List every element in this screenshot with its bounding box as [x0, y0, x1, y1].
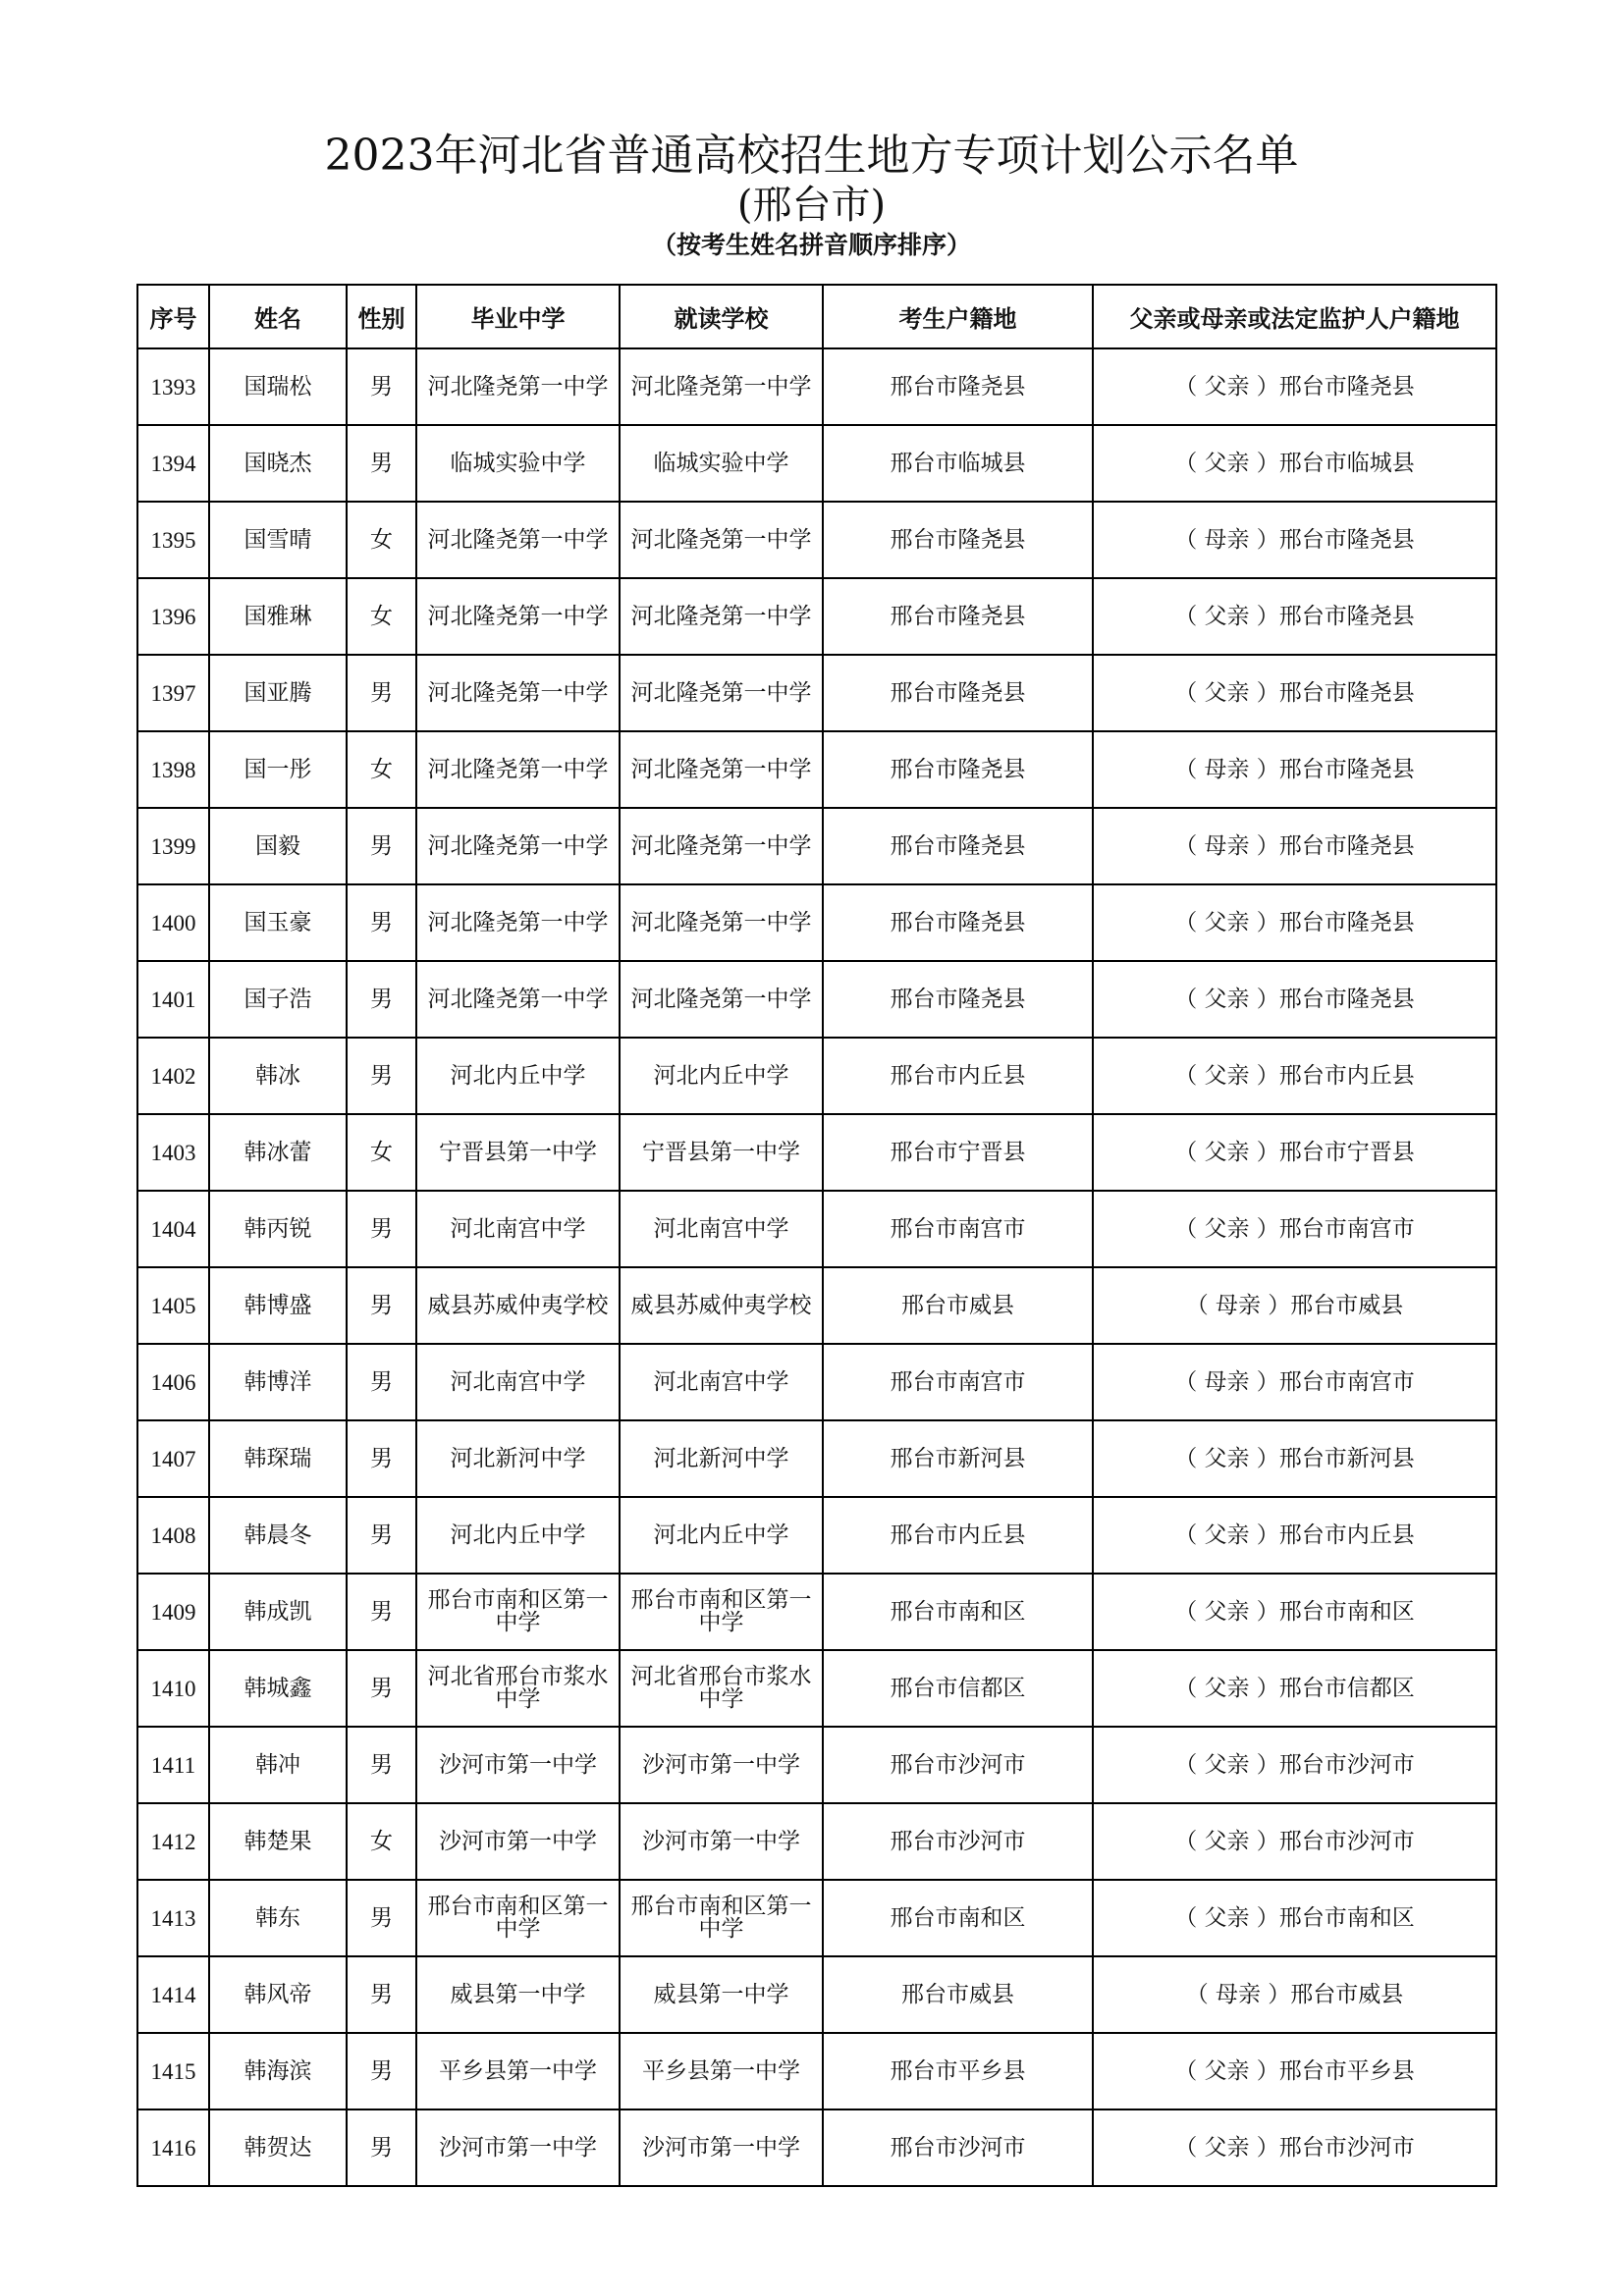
hukou-cell: 邢台市隆尧县	[823, 808, 1093, 884]
table-row	[137, 348, 1496, 425]
roster-table	[136, 284, 1497, 2187]
grad-school-cell: 河北隆尧第一中学	[416, 655, 620, 731]
seq-cell: 1408	[137, 1497, 209, 1574]
hukou-cell: 邢台市内丘县	[823, 1497, 1093, 1574]
table-row	[137, 1420, 1496, 1497]
grad-school-cell: 河北隆尧第一中学	[416, 731, 620, 808]
name-cell: 韩琛瑞	[209, 1420, 347, 1497]
current-school-cell: 河北南宫中学	[620, 1344, 823, 1420]
header-guardian-hukou: 父亲或母亲或法定监护人户籍地	[1093, 285, 1496, 348]
gender-cell: 男	[347, 1574, 416, 1650]
current-school-cell: 河北隆尧第一中学	[620, 731, 823, 808]
guardian-hukou-cell: （ 母亲 ）邢台市威县	[1093, 1956, 1496, 2033]
table-row	[137, 1574, 1496, 1650]
seq-cell: 1405	[137, 1267, 209, 1344]
hukou-cell: 邢台市沙河市	[823, 2109, 1093, 2186]
gender-cell: 男	[347, 425, 416, 502]
gender-cell: 男	[347, 1650, 416, 1727]
gender-cell: 男	[347, 961, 416, 1038]
table-row	[137, 1650, 1496, 1727]
table-row	[137, 1038, 1496, 1114]
name-cell: 国瑞松	[209, 348, 347, 425]
seq-cell: 1394	[137, 425, 209, 502]
seq-cell: 1412	[137, 1803, 209, 1880]
current-school-cell: 河北隆尧第一中学	[620, 808, 823, 884]
table-row	[137, 2033, 1496, 2109]
current-school-cell: 河北南宫中学	[620, 1191, 823, 1267]
seq-cell: 1407	[137, 1420, 209, 1497]
gender-cell: 男	[347, 1267, 416, 1344]
hukou-cell: 邢台市隆尧县	[823, 884, 1093, 961]
seq-cell: 1401	[137, 961, 209, 1038]
seq-cell: 1413	[137, 1880, 209, 1956]
seq-cell: 1396	[137, 578, 209, 655]
guardian-hukou-cell: （ 父亲 ）邢台市沙河市	[1093, 1727, 1496, 1803]
grad-school-cell: 威县第一中学	[416, 1956, 620, 2033]
table-row	[137, 731, 1496, 808]
current-school-cell: 临城实验中学	[620, 425, 823, 502]
name-cell: 韩贺达	[209, 2109, 347, 2186]
hukou-cell: 邢台市临城县	[823, 425, 1093, 502]
guardian-hukou-cell: （ 父亲 ）邢台市沙河市	[1093, 2109, 1496, 2186]
grad-school-cell: 河北隆尧第一中学	[416, 884, 620, 961]
current-school-cell: 河北隆尧第一中学	[620, 655, 823, 731]
grad-school-cell: 河北省邢台市浆水中学	[416, 1650, 620, 1727]
gender-cell: 男	[347, 1727, 416, 1803]
seq-cell: 1399	[137, 808, 209, 884]
table-row	[137, 1803, 1496, 1880]
guardian-hukou-cell: （ 父亲 ）邢台市南宫市	[1093, 1191, 1496, 1267]
gender-cell: 男	[347, 1038, 416, 1114]
name-cell: 国亚腾	[209, 655, 347, 731]
table-row	[137, 1267, 1496, 1344]
header-current-school: 就读学校	[620, 285, 823, 348]
header-name: 姓名	[209, 285, 347, 348]
current-school-cell: 威县苏威仲夷学校	[620, 1267, 823, 1344]
gender-cell: 男	[347, 808, 416, 884]
hukou-cell: 邢台市南和区	[823, 1880, 1093, 1956]
guardian-hukou-cell: （ 父亲 ）邢台市平乡县	[1093, 2033, 1496, 2109]
name-cell: 国晓杰	[209, 425, 347, 502]
document-subtitle: (邢台市)	[736, 183, 887, 228]
hukou-cell: 邢台市隆尧县	[823, 731, 1093, 808]
hukou-cell: 邢台市南宫市	[823, 1191, 1093, 1267]
guardian-hukou-cell: （ 父亲 ）邢台市隆尧县	[1093, 348, 1496, 425]
current-school-cell: 河北新河中学	[620, 1420, 823, 1497]
gender-cell: 男	[347, 1956, 416, 2033]
grad-school-cell: 河北内丘中学	[416, 1497, 620, 1574]
name-cell: 国雅琳	[209, 578, 347, 655]
current-school-cell: 沙河市第一中学	[620, 1727, 823, 1803]
guardian-hukou-cell: （ 母亲 ）邢台市威县	[1093, 1267, 1496, 1344]
name-cell: 韩冲	[209, 1727, 347, 1803]
sort-note: （按考生姓名拼音顺序排序）	[651, 231, 971, 259]
seq-cell: 1406	[137, 1344, 209, 1420]
name-cell: 韩冰蕾	[209, 1114, 347, 1191]
grad-school-cell: 河北南宫中学	[416, 1191, 620, 1267]
hukou-cell: 邢台市信都区	[823, 1650, 1093, 1727]
seq-cell: 1395	[137, 502, 209, 578]
grad-school-cell: 沙河市第一中学	[416, 1727, 620, 1803]
guardian-hukou-cell: （ 母亲 ）邢台市南宫市	[1093, 1344, 1496, 1420]
guardian-hukou-cell: （ 父亲 ）邢台市南和区	[1093, 1880, 1496, 1956]
seq-cell: 1410	[137, 1650, 209, 1727]
hukou-cell: 邢台市内丘县	[823, 1038, 1093, 1114]
name-cell: 韩冰	[209, 1038, 347, 1114]
hukou-cell: 邢台市南宫市	[823, 1344, 1093, 1420]
grad-school-cell: 河北南宫中学	[416, 1344, 620, 1420]
current-school-cell: 平乡县第一中学	[620, 2033, 823, 2109]
grad-school-cell: 沙河市第一中学	[416, 1803, 620, 1880]
table-row	[137, 425, 1496, 502]
name-cell: 国雪晴	[209, 502, 347, 578]
hukou-cell: 邢台市隆尧县	[823, 655, 1093, 731]
hukou-cell: 邢台市隆尧县	[823, 578, 1093, 655]
grad-school-cell: 河北隆尧第一中学	[416, 578, 620, 655]
hukou-cell: 邢台市隆尧县	[823, 961, 1093, 1038]
table-row	[137, 1344, 1496, 1420]
hukou-cell: 邢台市沙河市	[823, 1803, 1093, 1880]
current-school-cell: 河北内丘中学	[620, 1497, 823, 1574]
name-cell: 国毅	[209, 808, 347, 884]
table-row	[137, 2109, 1496, 2186]
seq-cell: 1404	[137, 1191, 209, 1267]
current-school-cell: 河北隆尧第一中学	[620, 961, 823, 1038]
seq-cell: 1411	[137, 1727, 209, 1803]
grad-school-cell: 河北隆尧第一中学	[416, 808, 620, 884]
guardian-hukou-cell: （ 父亲 ）邢台市隆尧县	[1093, 655, 1496, 731]
hukou-cell: 邢台市宁晋县	[823, 1114, 1093, 1191]
table-header-row	[137, 285, 1496, 348]
guardian-hukou-cell: （ 父亲 ）邢台市隆尧县	[1093, 884, 1496, 961]
current-school-cell: 威县第一中学	[620, 1956, 823, 2033]
seq-cell: 1400	[137, 884, 209, 961]
gender-cell: 女	[347, 731, 416, 808]
current-school-cell: 沙河市第一中学	[620, 1803, 823, 1880]
gender-cell: 男	[347, 1420, 416, 1497]
table-row	[137, 578, 1496, 655]
guardian-hukou-cell: （ 父亲 ）邢台市隆尧县	[1093, 578, 1496, 655]
table-row	[137, 1727, 1496, 1803]
hukou-cell: 邢台市新河县	[823, 1420, 1093, 1497]
gender-cell: 男	[347, 2033, 416, 2109]
table-row	[137, 884, 1496, 961]
table-row	[137, 1114, 1496, 1191]
hukou-cell: 邢台市沙河市	[823, 1727, 1093, 1803]
current-school-cell: 宁晋县第一中学	[620, 1114, 823, 1191]
grad-school-cell: 河北隆尧第一中学	[416, 348, 620, 425]
grad-school-cell: 宁晋县第一中学	[416, 1114, 620, 1191]
name-cell: 韩晨冬	[209, 1497, 347, 1574]
name-cell: 国玉豪	[209, 884, 347, 961]
table-row	[137, 1191, 1496, 1267]
header-hukou: 考生户籍地	[823, 285, 1093, 348]
grad-school-cell: 临城实验中学	[416, 425, 620, 502]
hukou-cell: 邢台市隆尧县	[823, 502, 1093, 578]
gender-cell: 男	[347, 1880, 416, 1956]
document-title: 2023年河北省普通高校招生地方专项计划公示名单	[324, 131, 1299, 181]
name-cell: 韩丙锐	[209, 1191, 347, 1267]
grad-school-cell: 河北隆尧第一中学	[416, 961, 620, 1038]
guardian-hukou-cell: （ 父亲 ）邢台市南和区	[1093, 1574, 1496, 1650]
grad-school-cell: 邢台市南和区第一中学	[416, 1880, 620, 1956]
seq-cell: 1403	[137, 1114, 209, 1191]
grad-school-cell: 邢台市南和区第一中学	[416, 1574, 620, 1650]
guardian-hukou-cell: （ 父亲 ）邢台市临城县	[1093, 425, 1496, 502]
name-cell: 韩楚果	[209, 1803, 347, 1880]
seq-cell: 1416	[137, 2109, 209, 2186]
table-row	[137, 1880, 1496, 1956]
grad-school-cell: 沙河市第一中学	[416, 2109, 620, 2186]
name-cell: 韩城鑫	[209, 1650, 347, 1727]
gender-cell: 女	[347, 502, 416, 578]
table-row	[137, 502, 1496, 578]
header-seq: 序号	[137, 285, 209, 348]
name-cell: 国子浩	[209, 961, 347, 1038]
seq-cell: 1397	[137, 655, 209, 731]
name-cell: 韩海滨	[209, 2033, 347, 2109]
header-grad-school: 毕业中学	[416, 285, 620, 348]
guardian-hukou-cell: （ 母亲 ）邢台市隆尧县	[1093, 808, 1496, 884]
table-body	[137, 348, 1496, 2186]
current-school-cell: 河北省邢台市浆水中学	[620, 1650, 823, 1727]
gender-cell: 女	[347, 1114, 416, 1191]
guardian-hukou-cell: （ 父亲 ）邢台市内丘县	[1093, 1038, 1496, 1114]
name-cell: 韩成凯	[209, 1574, 347, 1650]
gender-cell: 男	[347, 2109, 416, 2186]
grad-school-cell: 河北新河中学	[416, 1420, 620, 1497]
current-school-cell: 河北隆尧第一中学	[620, 348, 823, 425]
seq-cell: 1398	[137, 731, 209, 808]
grad-school-cell: 河北内丘中学	[416, 1038, 620, 1114]
grad-school-cell: 平乡县第一中学	[416, 2033, 620, 2109]
current-school-cell: 河北隆尧第一中学	[620, 502, 823, 578]
gender-cell: 女	[347, 1803, 416, 1880]
guardian-hukou-cell: （ 母亲 ）邢台市隆尧县	[1093, 731, 1496, 808]
current-school-cell: 邢台市南和区第一中学	[620, 1880, 823, 1956]
grad-school-cell: 威县苏威仲夷学校	[416, 1267, 620, 1344]
seq-cell: 1415	[137, 2033, 209, 2109]
guardian-hukou-cell: （ 父亲 ）邢台市新河县	[1093, 1420, 1496, 1497]
guardian-hukou-cell: （ 父亲 ）邢台市内丘县	[1093, 1497, 1496, 1574]
seq-cell: 1393	[137, 348, 209, 425]
table-row	[137, 808, 1496, 884]
table-row	[137, 655, 1496, 731]
gender-cell: 男	[347, 884, 416, 961]
guardian-hukou-cell: （ 母亲 ）邢台市隆尧县	[1093, 502, 1496, 578]
current-school-cell: 河北内丘中学	[620, 1038, 823, 1114]
name-cell: 国一彤	[209, 731, 347, 808]
name-cell: 韩博盛	[209, 1267, 347, 1344]
current-school-cell: 沙河市第一中学	[620, 2109, 823, 2186]
gender-cell: 男	[347, 348, 416, 425]
table-row	[137, 961, 1496, 1038]
hukou-cell: 邢台市威县	[823, 1267, 1093, 1344]
seq-cell: 1409	[137, 1574, 209, 1650]
name-cell: 韩风帝	[209, 1956, 347, 2033]
hukou-cell: 邢台市平乡县	[823, 2033, 1093, 2109]
grad-school-cell: 河北隆尧第一中学	[416, 502, 620, 578]
gender-cell: 男	[347, 655, 416, 731]
header-gender: 性别	[347, 285, 416, 348]
table-row	[137, 1497, 1496, 1574]
guardian-hukou-cell: （ 父亲 ）邢台市沙河市	[1093, 1803, 1496, 1880]
gender-cell: 男	[347, 1344, 416, 1420]
guardian-hukou-cell: （ 父亲 ）邢台市隆尧县	[1093, 961, 1496, 1038]
guardian-hukou-cell: （ 父亲 ）邢台市信都区	[1093, 1650, 1496, 1727]
table-row	[137, 1956, 1496, 2033]
gender-cell: 女	[347, 578, 416, 655]
current-school-cell: 河北隆尧第一中学	[620, 578, 823, 655]
gender-cell: 男	[347, 1191, 416, 1267]
guardian-hukou-cell: （ 父亲 ）邢台市宁晋县	[1093, 1114, 1496, 1191]
hukou-cell: 邢台市南和区	[823, 1574, 1093, 1650]
current-school-cell: 河北隆尧第一中学	[620, 884, 823, 961]
hukou-cell: 邢台市威县	[823, 1956, 1093, 2033]
current-school-cell: 邢台市南和区第一中学	[620, 1574, 823, 1650]
hukou-cell: 邢台市隆尧县	[823, 348, 1093, 425]
gender-cell: 男	[347, 1497, 416, 1574]
seq-cell: 1402	[137, 1038, 209, 1114]
name-cell: 韩东	[209, 1880, 347, 1956]
name-cell: 韩博洋	[209, 1344, 347, 1420]
seq-cell: 1414	[137, 1956, 209, 2033]
